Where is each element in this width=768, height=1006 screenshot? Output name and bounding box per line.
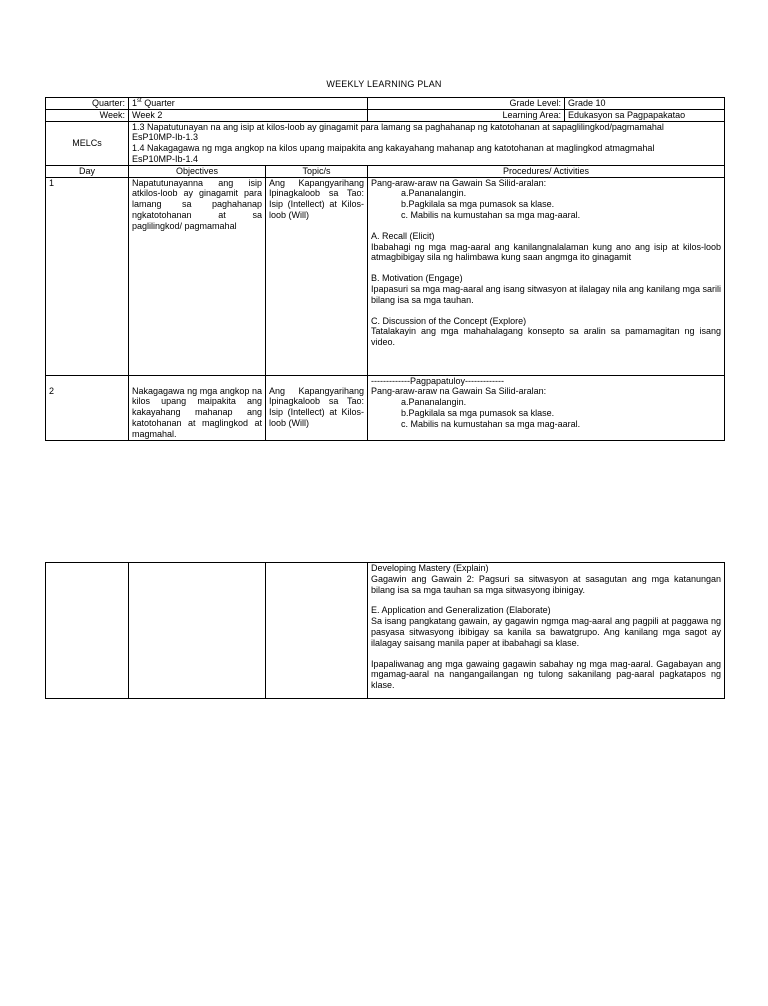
routine-item: b.Pagkilala sa mga pumasok sa klase. <box>401 407 555 418</box>
continuation-row <box>46 563 725 699</box>
learning-plan-table <box>45 97 725 441</box>
application-text: Sa isang pangkatang gawain, ay gagawin ngmga mag-aaral ang pagpili at paggawa ng pasyasa sitwasyong ibibigay sa kanila sa bawatgrupo. Ang kanilang mga sagot ay ilalagay saisang manila paper at ibabahagi sa klase. <box>371 616 721 648</box>
day-procedures <box>368 177 725 375</box>
quarter-value: 1st Quarter <box>129 98 368 110</box>
learning-area-value: Edukasyon sa Pagpapakatao <box>565 109 725 121</box>
melc-code: EsP10MP-Ib-1.3 <box>132 132 199 143</box>
procedures-header: Procedures/ Activities <box>368 165 725 177</box>
column-header-row <box>46 165 725 177</box>
grade-level-value: Grade 10 <box>565 98 725 110</box>
empty-objective-cell <box>129 563 266 699</box>
day-1-row <box>46 177 725 375</box>
grade-level-label: Grade Level: <box>368 98 565 110</box>
routine-item: a.Pananalangin. <box>401 397 467 408</box>
continued-procedures <box>368 563 725 699</box>
learning-area-label: Learning Area: <box>368 109 565 121</box>
objectives-header: Objectives <box>129 165 266 177</box>
routine-intro: Pang-araw-araw na Gawain Sa Silid-aralan: <box>371 386 547 397</box>
day-number: 2 <box>46 375 129 440</box>
routine-intro: Pang-araw-araw na Gawain Sa Silid-aralan: <box>371 177 547 188</box>
melcs-content <box>129 121 725 165</box>
discussion-text: Tatalakayin ang mga mahahalagang konsepto sa aralin sa pamamagitan ng isang video. <box>371 326 722 348</box>
routine-item: a.Pananalangin. <box>401 188 467 199</box>
routine-item: c. Mabilis na kumustahan sa mga mag-aaral. <box>401 209 581 220</box>
day-objective: Napatutunayanna ang isip atkilos-loob ay ginagamit para lamang sa paghahanap ngkatotohanan at sa paglilingkod/ pagmamahal <box>129 177 266 375</box>
continuation-table <box>45 562 725 699</box>
week-label: Week: <box>46 109 129 121</box>
motivation-title: B. Motivation (Engage) <box>371 273 463 284</box>
mastery-text: Gagawin ang Gawain 2: Pagsuri sa sitwasyon at sasagutan ang mga katanungan bilang isa sa mga tauhan sa mga sitwasyong ibinigay. <box>371 573 721 595</box>
mastery-title: Developing Mastery (Explain) <box>371 563 489 573</box>
quarter-label: Quarter: <box>46 98 129 110</box>
day-number: 1 <box>46 177 129 375</box>
week-area-row <box>46 109 725 121</box>
routine-item: c. Mabilis na kumustahan sa mga mag-aaral. <box>401 418 581 429</box>
melcs-label: MELCs <box>46 121 129 165</box>
empty-day-cell <box>46 563 129 699</box>
recall-text: Ibabahagi ng mga mag-aaral ang kanilangnalalaman kung ano ang isip at kilos-loob atmagbibigay sila ng halimbawa kung saan angmga ito ginagamit <box>371 241 722 263</box>
week-value: Week 2 <box>129 109 368 121</box>
melc-line: 1.4 Nakagagawa ng mga angkop na kilos upang maipakita ang kakayahang mahanap ang katotohanan at maglingkod atmagmahal <box>132 143 655 154</box>
motivation-text: Ipapasuri sa mga mag-aaral ang isang sitwasyon at ilalagay nila ang kanilang mga sarili bilang isa sa mga tauhan. <box>371 283 722 305</box>
document-title: WEEKLY LEARNING PLAN <box>326 79 442 89</box>
melcs-row <box>46 121 725 165</box>
day-topic: Ang Kapangyarihang Ipinagkaloob sa Tao: Isip (Intellect) at Kilos-loob (Will) <box>266 177 368 375</box>
melc-line: 1.3 Napatutunayan na ang isip at kilos-loob ay ginagamit para lamang sa paghahanap ng katotohanan at sapaglilingkod/pagmamahal <box>132 121 664 132</box>
continued-marker: -------------Pagpapatuloy------------- <box>371 375 504 386</box>
empty-topic-cell <box>266 563 368 699</box>
application-title: E. Application and Generalization (Elaborate) <box>371 605 551 616</box>
topics-header: Topic/s <box>266 165 368 177</box>
recall-title: A. Recall (Elicit) <box>371 230 435 241</box>
day-procedures <box>368 375 725 440</box>
day-2-row <box>46 375 725 440</box>
discussion-title: C. Discussion of the Concept (Explore) <box>371 315 527 326</box>
explain-text: Ipapaliwanag ang mga gawaing gagawin sabahay ng mga mag-aaral. Gagabayan ang mgamag-aaral na nangangailangan ng tulong sakanilang pag-aaral pagkatapos ng klase. <box>371 658 721 691</box>
melc-code: EsP10MP-Ib-1.4 <box>132 153 199 164</box>
day-topic: Ang Kapangyarihang Ipinagkaloob sa Tao: Isip (Intellect) at Kilos-loob (Will) <box>266 375 368 440</box>
quarter-grade-row <box>46 98 725 110</box>
day-objective: Nakagagawa ng mga angkop na kilos upang maipakita ang kakayahang mahanap ang katotohanan at maglingkod at magmahal. <box>129 375 266 440</box>
routine-item: b.Pagkilala sa mga pumasok sa klase. <box>401 199 555 210</box>
day-header: Day <box>46 165 129 177</box>
